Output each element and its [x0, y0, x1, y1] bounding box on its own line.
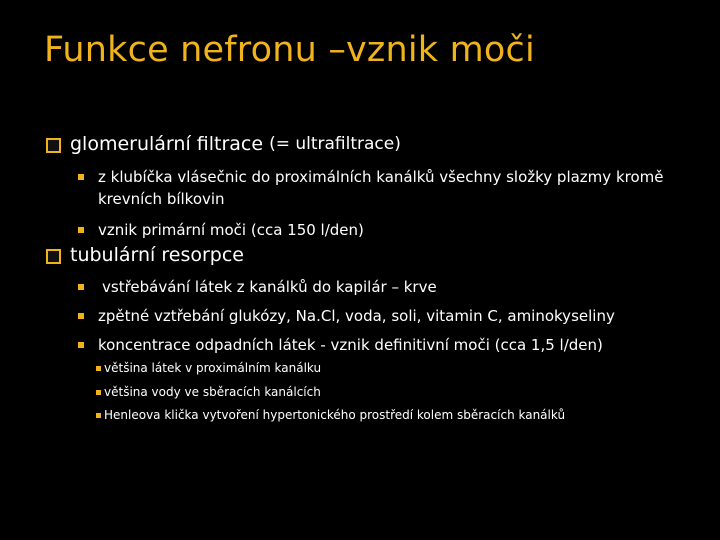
section-heading-text: glomerulární filtrace — [70, 133, 264, 155]
checkbox-bullet-icon — [46, 138, 61, 153]
checkbox-bullet-icon — [46, 249, 61, 264]
section-heading-tubular — [46, 244, 244, 266]
square-bullet-icon — [78, 227, 84, 233]
square-bullet-icon — [78, 174, 84, 180]
square-bullet-icon — [78, 342, 84, 348]
slide-title: Funkce nefronu –vznik moči — [44, 30, 535, 70]
sub-list-item: většina látek v proximálním kanálku — [104, 360, 321, 376]
section-heading-text: tubulární resorpce — [70, 244, 244, 266]
list-item: zpětné vztřebání glukózy, Na.Cl, voda, soli, vitamin C, aminokyseliny — [84, 305, 684, 327]
square-bullet-icon — [78, 284, 84, 290]
square-bullet-icon — [78, 313, 84, 319]
section-heading-extra: (= ultrafiltrace) — [269, 134, 401, 154]
sub-list-item: většina vody ve sběracích kanálcích — [104, 384, 321, 400]
sub-list-item: Henleova klička vytvoření hypertonického prostředí kolem sběracích kanálků — [104, 407, 565, 423]
square-bullet-icon — [96, 413, 101, 418]
section-heading-glomerular — [46, 133, 401, 155]
square-bullet-icon — [96, 366, 101, 371]
list-item: vstřebávání látek z kanálků do kapilár – krve — [84, 276, 684, 298]
list-item: z klubíčka vlásečnic do proximálních kanálků všechny složky plazmy kromě krevních bílkovin — [84, 166, 684, 210]
title-band — [0, 0, 720, 110]
square-bullet-icon — [96, 390, 101, 395]
list-item: vznik primární moči (cca 150 l/den) — [84, 219, 684, 241]
list-item: koncentrace odpadních látek - vznik definitivní moči (cca 1,5 l/den) — [84, 334, 684, 356]
